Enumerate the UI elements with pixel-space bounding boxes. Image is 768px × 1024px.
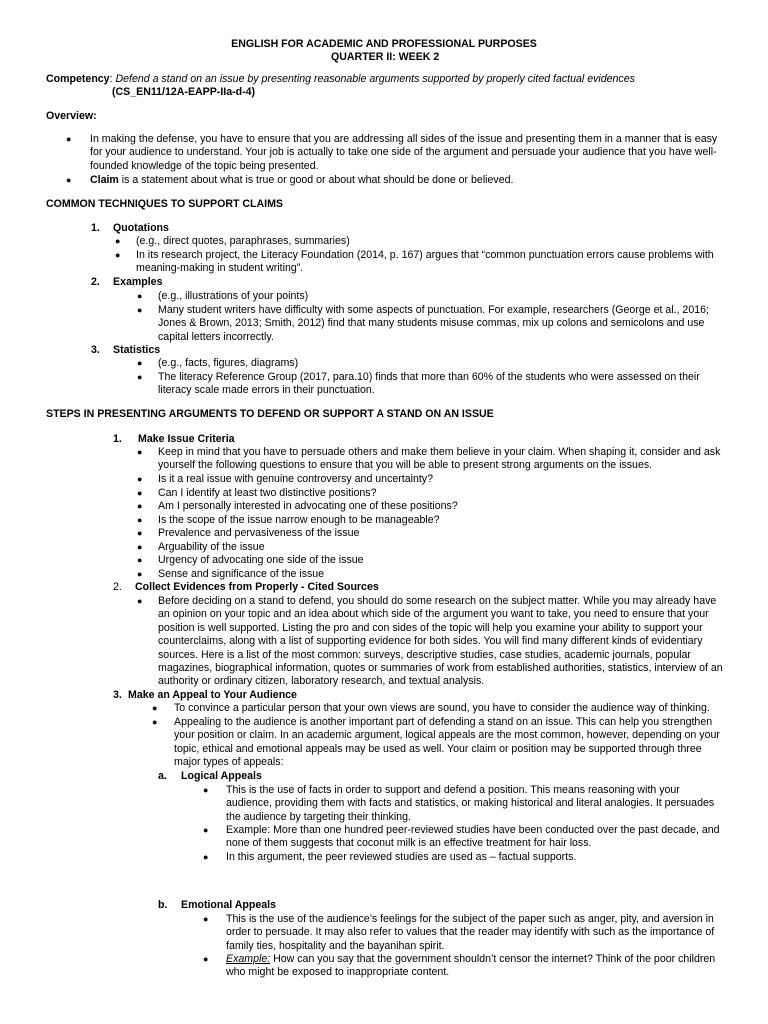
- claim-definition: is a statement about what is true or good or about what should be done or believed.: [118, 174, 514, 186]
- list-number: 3.: [113, 689, 122, 701]
- list-item: This is the use of facts in order to support and defend a position. This means reasoning with your audience, providing them with facts and statistics, or making historical and literal analogies. It persuades the audience by targeting their thinking.: [226, 784, 715, 823]
- bullet-icon: ●: [66, 134, 72, 144]
- list-item: In its research project, the Literacy Foundation (2014, p. 167) argues that “common punctuation errors cause problems with meaning-making in student writing”.: [136, 249, 714, 275]
- document-title: ENGLISH FOR ACADEMIC AND PROFESSIONAL PURPOSES: [231, 38, 537, 50]
- competency-line: [46, 73, 726, 86]
- list-number: 1.: [91, 222, 100, 234]
- overview-item: [90, 174, 730, 187]
- list-letter: b.: [158, 899, 168, 911]
- bullet-icon: ●: [115, 236, 121, 246]
- list-item: To convince a particular person that your own views are sound, you have to consider the audience way of thinking.: [174, 702, 710, 714]
- bullet-icon: ●: [203, 852, 209, 862]
- technique-title-quotations: Quotations: [113, 222, 169, 234]
- list-item: Am I personally interested in advocating one of these positions?: [158, 500, 458, 512]
- list-item: Many student writers have difficulty with some aspects of punctuation. For example, researchers (George et al., 2016; Jones & Brown, 2013; Smith, 2012) find that many students misuse commas, mix up colons and semicolons and use capital letters incorrectly.: [158, 304, 709, 343]
- appeal-title-emotional: Emotional Appeals: [181, 899, 276, 911]
- list-item: Before deciding on a stand to defend, you should do some research on the subject matter. While you may already have an opinion on your topic and an idea about which side of the argument you want to take, you need to ensure that your position is well supported. Listing the pro and con sides of the topic will help you examine your ability to support your counterclaims, along with a list of supporting evidence for both sides. You will find many different kinds of evidentiary sources. Here is a list of the most common: surveys, descriptive studies, case studies, academic journals, popular magazines, biographical information, quotes or summaries of work from established authorities, statistics, interview of an authority or ordinary citizen, laboratory research, and textual analysis.: [158, 595, 723, 688]
- list-number: 2.: [113, 581, 122, 593]
- list-item: This is the use of the audience’s feelings for the subject of the paper such as anger, pity, and aversion in order to persuade. It may also refer to values that the reader may identify with such as the importance of family ties, hospitality and the bayanihan spirit.: [226, 913, 715, 952]
- list-item: Sense and significance of the issue: [158, 568, 325, 580]
- bullet-icon: ●: [203, 954, 209, 964]
- bullet-icon: ●: [137, 596, 143, 606]
- list-item: Is the scope of the issue narrow enough to be manageable?: [158, 514, 440, 526]
- bullet-icon: ●: [152, 703, 158, 713]
- bullet-icon: ●: [137, 305, 143, 315]
- claim-term: Claim: [90, 174, 119, 186]
- list-item: The literacy Reference Group (2017, para.10) finds that more than 60% of the students who were assessed on their literacy scale made errors in their punctuation.: [158, 371, 700, 397]
- list-item: (e.g., facts, figures, diagrams): [158, 357, 299, 369]
- list-number: 3.: [91, 344, 100, 356]
- competency-code: (CS_EN11/12A-EAPP-IIa-d-4): [112, 86, 256, 98]
- list-item: Appealing to the audience is another important part of defending a stand on an issue. This can help you strengthen your position or claim. In an academic argument, logical appeals are the most common, however, depending on your topic, ethical and emotional appeals may be used as well. Your claim or position may be supported through three major types of appeals:: [174, 716, 720, 769]
- list-item: Urgency of advocating one side of the issue: [158, 554, 364, 566]
- list-item: In this argument, the peer reviewed studies are used as – factual supports.: [226, 851, 577, 863]
- list-item: Keep in mind that you have to persuade others and make them believe in your claim. When shaping it, consider and ask yourself the following questions to ensure that you will be able to present strong arguments on the issues.: [158, 446, 721, 472]
- bullet-icon: ●: [137, 515, 143, 525]
- bullet-icon: ●: [137, 542, 143, 552]
- bullet-icon: ●: [137, 528, 143, 538]
- section-heading-steps: STEPS IN PRESENTING ARGUMENTS TO DEFEND OR SUPPORT A STAND ON AN ISSUE: [46, 408, 494, 420]
- bullet-icon: ●: [203, 825, 209, 835]
- bullet-icon: ●: [137, 501, 143, 511]
- technique-title-examples: Examples: [113, 276, 163, 288]
- competency-label: Competency: [46, 73, 110, 85]
- example-text: How can you say that the government shouldn’t censor the internet? Think of the poor children who might be exposed to inappropriate content.: [226, 953, 716, 979]
- list-item: Arguability of the issue: [158, 541, 265, 553]
- list-item: (e.g., illustrations of your points): [158, 290, 309, 302]
- list-number: 1.: [113, 433, 122, 445]
- bullet-icon: ●: [66, 175, 72, 185]
- list-item: Example: More than one hundred peer-reviewed studies have been conducted over the past decade, and none of them suggests that coconut milk is an effective treatment for hair loss.: [226, 824, 720, 850]
- step-title-evidences: Collect Evidences from Properly - Cited Sources: [135, 581, 379, 593]
- competency-colon: :: [109, 73, 113, 85]
- bullet-icon: ●: [137, 291, 143, 301]
- list-item: (e.g., direct quotes, paraphrases, summaries): [136, 235, 350, 247]
- example-label: Example:: [226, 953, 271, 965]
- overview-heading: Overview:: [46, 110, 97, 122]
- list-item: Is it a real issue with genuine controversy and uncertainty?: [158, 473, 433, 485]
- bullet-icon: ●: [137, 569, 143, 579]
- bullet-icon: ●: [203, 914, 209, 924]
- bullet-icon: ●: [137, 372, 143, 382]
- list-item: [226, 953, 726, 980]
- overview-item: In making the defense, you have to ensure that you are addressing all sides of the issue and presenting them in a manner that is easy for your audience to understand. Your job is actually to take one side of the argument and persuade your audience that you have well-founded knowledge of the topic being presented.: [90, 133, 718, 172]
- bullet-icon: ●: [115, 250, 121, 260]
- list-item: Can I identify at least two distinctive positions?: [158, 487, 377, 499]
- list-number: 2.: [91, 276, 100, 288]
- document-subtitle: QUARTER II: WEEK 2: [331, 51, 440, 63]
- bullet-icon: ●: [137, 447, 143, 457]
- section-heading-techniques: COMMON TECHNIQUES TO SUPPORT CLAIMS: [46, 198, 283, 210]
- bullet-icon: ●: [137, 488, 143, 498]
- bullet-icon: ●: [137, 555, 143, 565]
- bullet-icon: ●: [137, 474, 143, 484]
- list-item: Prevalence and pervasiveness of the issue: [158, 527, 360, 539]
- list-letter: a.: [158, 770, 167, 782]
- bullet-icon: ●: [203, 785, 209, 795]
- competency-text: Defend a stand on an issue by presenting reasonable arguments supported by properly cited factual evidences: [115, 73, 635, 85]
- step-title-issue-criteria: Make Issue Criteria: [138, 433, 235, 445]
- bullet-icon: ●: [137, 358, 143, 368]
- bullet-icon: ●: [152, 717, 158, 727]
- technique-title-statistics: Statistics: [113, 344, 161, 356]
- step-title-appeal: Make an Appeal to Your Audience: [128, 689, 297, 701]
- appeal-title-logical: Logical Appeals: [181, 770, 262, 782]
